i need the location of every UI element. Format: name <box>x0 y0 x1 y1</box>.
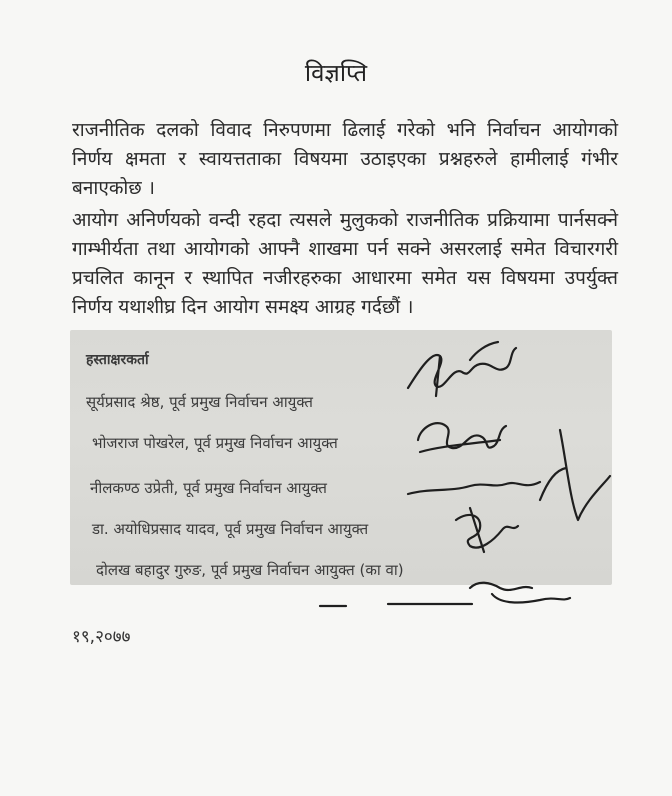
signatory-4: डा. अयोधिप्रसाद यादव, पूर्व प्रमुख निर्वाचन आयुक्त <box>92 520 369 538</box>
signature-3 <box>408 430 610 520</box>
signature-4 <box>456 508 518 552</box>
signature-5 <box>470 583 570 603</box>
signatory-3: नीलकण्ठ उप्रेती, पूर्व प्रमुख निर्वाचन आयुक्त <box>90 479 327 497</box>
signature-1 <box>408 342 516 396</box>
notice-title: विज्ञप्ति <box>304 59 368 87</box>
paragraph-1: राजनीतिक दलको विवाद निरुपणमा ढिलाई गरेको भनि निर्वाचन आयोगको निर्णय क्षमता र स्वायत्तताका विषयमा उठाइएका प्रश्नहरुले हामीलाई गंभीर बनाएकोछ । <box>72 119 618 199</box>
signatories-heading: हस्ताक्षरकर्ता <box>86 352 149 368</box>
underline-strokes <box>320 604 472 606</box>
notice-date: १९,२०७७ <box>72 627 131 647</box>
signatory-1: सूर्यप्रसाद श्रेष्ठ, पूर्व प्रमुख निर्वाचन आयुक्त <box>86 393 313 411</box>
signature-2 <box>418 423 506 452</box>
signatory-5: दोलख बहादुर गुरुङ, पूर्व प्रमुख निर्वाचन आयुक्त (का वा) <box>96 561 404 579</box>
paragraph-2: आयोग अनिर्णयको वन्दी रहदा त्यसले मुलुकको राजनीतिक प्रक्रियामा पार्नसक्ने गाम्भीर्यता तथा आयोगको आफ्नै शाखमा पर्न सक्ने असरलाई समेत विचारगरी प्रचलित कानून र स्थापित नजीरहरुका आधारमा समेत यस विषयमा उपर्युक्त निर्णय यथाशीघ्र दिन आयोग समक्ष्य आग्रह गर्दछौं । <box>72 209 618 318</box>
signatory-2: भोजराज पोखरेल, पूर्व प्रमुख निर्वाचन आयुक्त <box>92 434 338 452</box>
